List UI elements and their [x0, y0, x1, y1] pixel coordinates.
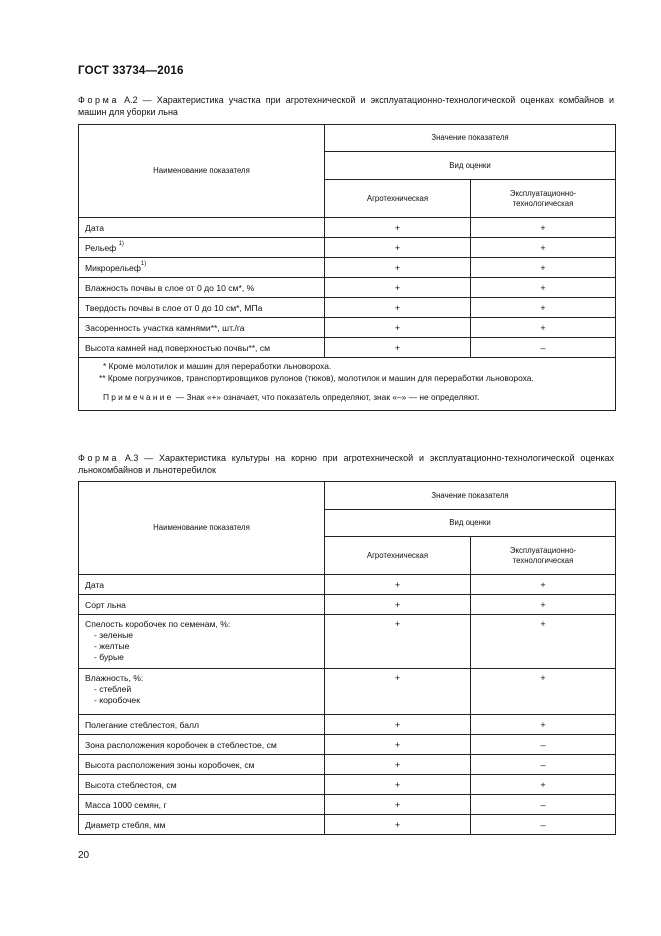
row-exploit: + — [471, 218, 616, 238]
row-name: Засоренность участка камнями**, шт./га — [79, 318, 325, 338]
row-exploit: + — [471, 669, 616, 715]
row-agro: + — [325, 575, 471, 595]
table-row — [79, 795, 616, 815]
row-agro: + — [325, 238, 471, 258]
note-label: Примечание — [103, 392, 174, 402]
row-exploit: – — [471, 795, 616, 815]
table-row — [79, 238, 616, 258]
row-exploit: + — [471, 715, 616, 735]
row-name: Масса 1000 семян, г — [79, 795, 325, 815]
row-agro: + — [325, 615, 471, 669]
row-exploit: + — [471, 278, 616, 298]
table-row — [79, 669, 616, 715]
row-exploit: – — [471, 338, 616, 358]
row-name-cell — [79, 615, 325, 669]
table-row — [79, 595, 616, 615]
form-a3-caption-text: А.3 — Характеристика культуры на корню при агротехнической и эксплуатационно-технологической оценках льнокомбайнов и льнотеребилок — [78, 453, 614, 475]
note — [85, 392, 609, 404]
row-agro: + — [325, 298, 471, 318]
row-name: Спелость коробочек по семенам, %: — [85, 619, 231, 629]
notes-cell — [79, 358, 616, 411]
form-a2-caption-label: Форма — [78, 95, 120, 105]
row-exploit: + — [471, 258, 616, 278]
row-subitem: - бурые — [94, 652, 124, 662]
form-a2-caption — [78, 94, 614, 118]
table-row — [79, 715, 616, 735]
row-subitem: - стеблей — [94, 684, 132, 694]
form-a3-caption — [78, 452, 614, 476]
row-agro: + — [325, 218, 471, 238]
row-exploit: + — [471, 775, 616, 795]
row-subitem: - зеленые — [94, 630, 134, 640]
table-row — [79, 278, 616, 298]
row-name: Рельеф — [85, 242, 117, 253]
row-agro: + — [325, 318, 471, 338]
table-row — [79, 615, 616, 669]
header-exploit: Эксплуатационно- технологическая — [471, 180, 616, 218]
row-exploit: + — [471, 595, 616, 615]
row-name: Дата — [79, 575, 325, 595]
table-row — [79, 735, 616, 755]
form-a3-table — [78, 481, 616, 835]
header-name: Наименование показателя — [79, 125, 325, 218]
row-agro: + — [325, 775, 471, 795]
row-agro: + — [325, 735, 471, 755]
row-agro: + — [325, 669, 471, 715]
row-agro: + — [325, 755, 471, 775]
table-row — [79, 338, 616, 358]
table-row — [79, 575, 616, 595]
header-agro: Агротехническая — [325, 537, 471, 575]
note-text: — Знак «+» означает, что показатель определяют, знак «–» — не определяют. — [173, 392, 480, 402]
row-name-cell — [79, 258, 325, 278]
row-exploit: – — [471, 815, 616, 835]
row-exploit: + — [471, 575, 616, 595]
row-name: Сорт льна — [79, 595, 325, 615]
table-row — [79, 218, 616, 238]
page-number: 20 — [78, 850, 90, 861]
footnote-2: ** Кроме погрузчиков, транспортировщиков рулонов (тюков), молотилок и машин для переработки льновороха. — [99, 372, 534, 383]
row-name-cell — [79, 669, 325, 715]
document-code: ГОСТ 33734—2016 — [78, 65, 184, 77]
row-exploit: + — [471, 238, 616, 258]
form-a2-caption-text: А.2 — Характеристика участка при агротехнической и эксплуатационно-технологической оценках комбайнов и машин для уборки льна — [78, 95, 614, 117]
row-exploit: + — [471, 318, 616, 338]
footnote-1: * Кроме молотилок и машин для переработки льновороха. — [103, 361, 332, 371]
row-subitem: - коробочек — [94, 695, 140, 705]
row-exploit: + — [471, 615, 616, 669]
row-agro: + — [325, 815, 471, 835]
form-a2-table — [78, 124, 616, 411]
table-row — [79, 258, 616, 278]
row-agro: + — [325, 595, 471, 615]
header-value: Значение показателя — [325, 482, 616, 510]
row-agro: + — [325, 258, 471, 278]
table-row — [79, 755, 616, 775]
row-name: Влажность, %: — [85, 673, 144, 683]
footnote-ref: 1) — [118, 240, 124, 247]
header-name: Наименование показателя — [79, 482, 325, 575]
row-agro: + — [325, 278, 471, 298]
notes-row — [79, 358, 616, 411]
row-name: Высота расположения зоны коробочек, см — [79, 755, 325, 775]
row-name: Влажность почвы в слое от 0 до 10 см*, % — [79, 278, 325, 298]
table-row — [79, 298, 616, 318]
row-name: Диаметр стебля, мм — [79, 815, 325, 835]
row-name: Полегание стеблестоя, балл — [79, 715, 325, 735]
row-name: Дата — [79, 218, 325, 238]
row-name: Высота стеблестоя, см — [79, 775, 325, 795]
row-name: Твердость почвы в слое от 0 до 10 см*, МПа — [79, 298, 325, 318]
row-agro: + — [325, 795, 471, 815]
footnote-ref: 1) — [140, 260, 147, 267]
row-exploit: + — [471, 298, 616, 318]
row-name-cell — [79, 238, 325, 258]
row-exploit: – — [471, 755, 616, 775]
table-row — [79, 775, 616, 795]
header-eval-type: Вид оценки — [325, 152, 616, 180]
row-subitem: - желтые — [94, 641, 130, 651]
row-exploit: – — [471, 735, 616, 755]
header-exploit: Эксплуатационно- технологическая — [471, 537, 616, 575]
header-eval-type: Вид оценки — [325, 510, 616, 537]
row-agro: + — [325, 338, 471, 358]
header-value: Значение показателя — [325, 125, 616, 152]
row-name: Микрорельеф — [85, 262, 141, 273]
table-row — [79, 815, 616, 835]
header-agro: Агротехническая — [325, 180, 471, 218]
row-agro: + — [325, 715, 471, 735]
row-name: Высота камней над поверхностью почвы**, см — [79, 338, 325, 358]
form-a3-caption-label: Форма — [78, 453, 120, 463]
row-name: Зона расположения коробочек в стеблестое, см — [79, 735, 325, 755]
table-row — [79, 318, 616, 338]
